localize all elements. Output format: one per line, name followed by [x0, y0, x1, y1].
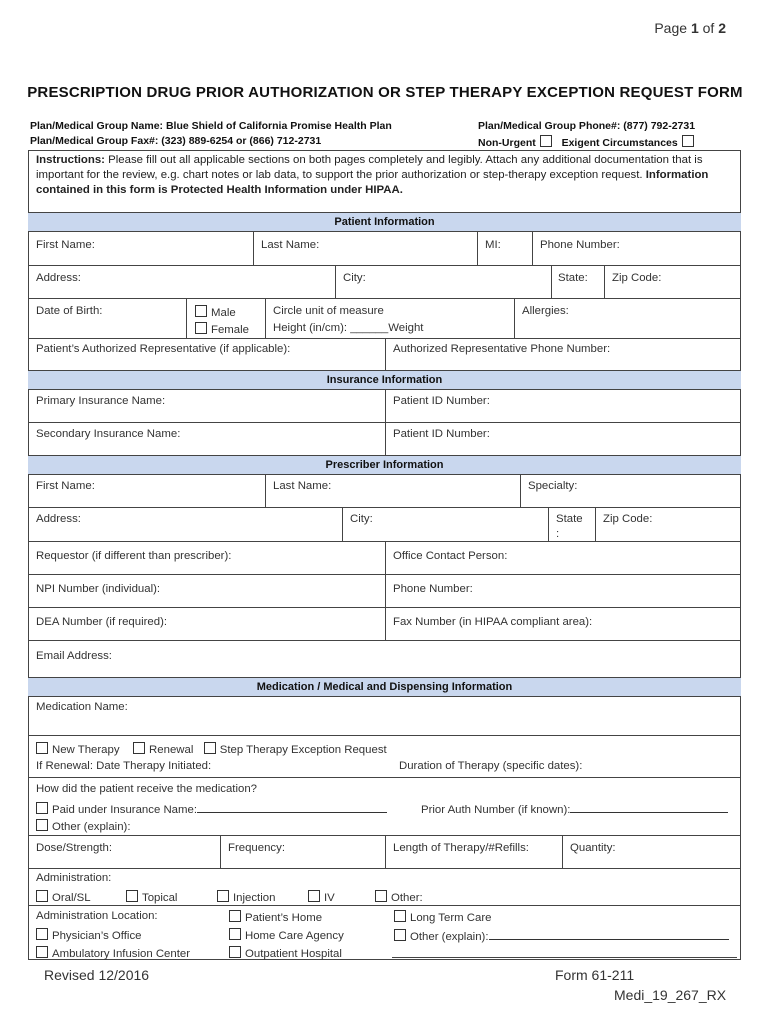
- divider: [595, 507, 596, 541]
- iv-checkbox[interactable]: [308, 890, 320, 902]
- divider: [28, 735, 741, 736]
- prescriber-state-field[interactable]: State: [556, 513, 583, 525]
- page-number: Page 1 of 2: [654, 20, 726, 36]
- date-therapy-initiated-field[interactable]: If Renewal: Date Therapy Initiated:: [36, 760, 212, 772]
- divider: [28, 868, 741, 869]
- divider: [532, 232, 533, 265]
- height-weight-field[interactable]: Height (in/cm): ______Weight: [273, 322, 424, 334]
- oral-checkbox[interactable]: [36, 890, 48, 902]
- paid-under-insurance-option[interactable]: Paid under Insurance Name:: [32, 801, 387, 816]
- prior-auth-line[interactable]: [570, 801, 728, 813]
- authorized-rep-field[interactable]: Patient’s Authorized Representative (if applicable):: [36, 343, 291, 355]
- form-number: Form 61-211: [555, 967, 635, 983]
- blank-line: [392, 957, 737, 958]
- prescriber-last-name-field[interactable]: Last Name:: [273, 480, 332, 492]
- secondary-insurance-field[interactable]: Secondary Insurance Name:: [36, 428, 181, 440]
- divider: [385, 541, 386, 640]
- physicians-office-option[interactable]: Physician’s Office: [32, 928, 141, 942]
- office-contact-field[interactable]: Office Contact Person:: [393, 550, 508, 562]
- primary-insurance-field[interactable]: Primary Insurance Name:: [36, 395, 166, 407]
- home-care-agency-checkbox[interactable]: [229, 928, 241, 940]
- other-admin-checkbox[interactable]: [375, 890, 387, 902]
- npi-number-field[interactable]: NPI Number (individual):: [36, 583, 161, 595]
- patient-mi-field[interactable]: MI:: [485, 239, 501, 251]
- divider: [335, 265, 336, 298]
- patients-home-option[interactable]: Patient’s Home: [225, 910, 322, 924]
- divider: [477, 232, 478, 265]
- revised-date: Revised 12/2016: [44, 967, 150, 983]
- dose-strength-field[interactable]: Dose/Strength:: [36, 842, 112, 854]
- length-of-therapy-field[interactable]: Length of Therapy/#Refills:: [393, 842, 529, 854]
- administration-label: Administration:: [36, 872, 112, 884]
- male-option[interactable]: Male: [191, 305, 236, 319]
- unit-of-measure-label: Circle unit of measure: [273, 305, 384, 317]
- divider: [28, 298, 741, 299]
- female-checkbox[interactable]: [195, 322, 207, 334]
- allergies-field[interactable]: Allergies:: [522, 305, 569, 317]
- prescriber-zip-field[interactable]: Zip Code:: [603, 513, 653, 525]
- therapy-type-options: New Therapy Renewal Step Therapy Exception Request: [32, 742, 387, 756]
- form-title: PRESCRIPTION DRUG PRIOR AUTHORIZATION OR STEP THERAPY EXCEPTION REQUEST FORM: [27, 84, 743, 101]
- divider: [520, 475, 521, 507]
- long-term-care-checkbox[interactable]: [394, 910, 406, 922]
- prescriber-phone-field[interactable]: Phone Number:: [393, 583, 473, 595]
- divider: [385, 835, 386, 868]
- long-term-care-option[interactable]: Long Term Care: [390, 910, 491, 924]
- patient-state-field[interactable]: State:: [558, 272, 588, 284]
- dea-number-field[interactable]: DEA Number (if required):: [36, 616, 168, 628]
- exigent-checkbox[interactable]: [682, 135, 694, 147]
- authorized-rep-phone-field[interactable]: Authorized Representative Phone Number:: [393, 343, 611, 355]
- patient-dob-field[interactable]: Date of Birth:: [36, 305, 103, 317]
- patient-last-name-field[interactable]: Last Name:: [261, 239, 320, 251]
- iv-option[interactable]: IV: [304, 890, 335, 904]
- ambulatory-infusion-option[interactable]: Ambulatory Infusion Center: [32, 946, 190, 960]
- divider: [548, 507, 549, 541]
- divider: [253, 232, 254, 265]
- paid-under-insurance-checkbox[interactable]: [36, 802, 48, 814]
- prescriber-first-name-field[interactable]: First Name:: [36, 480, 95, 492]
- section-patient-information: Patient Information: [28, 212, 741, 232]
- section-prescriber-information: Prescriber Information: [28, 455, 741, 475]
- admin-location-label: Administration Location:: [36, 910, 158, 922]
- quantity-field[interactable]: Quantity:: [570, 842, 616, 854]
- section-medication-information: Medication / Medical and Dispensing Information: [28, 677, 741, 697]
- divider: [28, 507, 741, 508]
- topical-option[interactable]: Topical: [122, 890, 177, 904]
- other-admin-option[interactable]: Other:: [371, 890, 423, 904]
- plan-fax: Plan/Medical Group Fax#: (323) 889-6254 or (866) 712-2731: [30, 135, 322, 147]
- non-urgent-checkbox[interactable]: [540, 135, 552, 147]
- step-therapy-checkbox[interactable]: [204, 742, 216, 754]
- female-option[interactable]: Female: [191, 322, 249, 336]
- plan-phone: Plan/Medical Group Phone#: (877) 792-2731: [478, 120, 696, 132]
- prescriber-city-field[interactable]: City:: [350, 513, 373, 525]
- patients-home-checkbox[interactable]: [229, 910, 241, 922]
- urgency-options: Non-Urgent Exigent Circumstances: [478, 135, 698, 149]
- email-field[interactable]: Email Address:: [36, 650, 112, 662]
- secondary-patient-id-field[interactable]: Patient ID Number:: [393, 428, 490, 440]
- patient-address-field[interactable]: Address:: [36, 272, 81, 284]
- divider: [265, 475, 266, 507]
- male-checkbox[interactable]: [195, 305, 207, 317]
- divider: [385, 338, 386, 370]
- topical-checkbox[interactable]: [126, 890, 138, 902]
- patient-first-name-field[interactable]: First Name:: [36, 239, 95, 251]
- instructions: Instructions: Please fill out all applicable sections on both pages completely and legibly. Attach any additional documentation that is important for the review, e.g. chart notes or lab data, to support the prior authorization or step-therapy exception request. Information contained in this form is Protected Health Information under HIPAA.: [36, 154, 709, 196]
- divider: [28, 640, 741, 641]
- section-insurance-information: Insurance Information: [28, 370, 741, 390]
- divider: [28, 777, 741, 778]
- patient-phone-field[interactable]: Phone Number:: [540, 239, 620, 251]
- oral-option[interactable]: Oral/SL: [32, 890, 91, 904]
- renewal-checkbox[interactable]: [133, 742, 145, 754]
- other-location-option[interactable]: Other (explain):: [390, 928, 729, 943]
- injection-option[interactable]: Injection: [213, 890, 275, 904]
- prescriber-state-colon: :: [556, 528, 560, 540]
- patient-city-field[interactable]: City:: [343, 272, 366, 284]
- plan-name: Plan/Medical Group Name: Blue Shield of California Promise Health Plan: [30, 120, 392, 132]
- physicians-office-checkbox[interactable]: [36, 928, 48, 940]
- divider: [514, 298, 515, 338]
- divider: [604, 265, 605, 298]
- divider: [385, 390, 386, 455]
- outpatient-hospital-option[interactable]: Outpatient Hospital: [225, 946, 342, 960]
- new-therapy-checkbox[interactable]: [36, 742, 48, 754]
- divider: [186, 298, 187, 338]
- prescriber-specialty-field[interactable]: Specialty:: [528, 480, 578, 492]
- divider: [220, 835, 221, 868]
- how-received-label: How did the patient receive the medication?: [36, 783, 257, 795]
- divider: [551, 265, 552, 298]
- injection-checkbox[interactable]: [217, 890, 229, 902]
- medication-name-field[interactable]: Medication Name:: [36, 701, 128, 713]
- frequency-field[interactable]: Frequency:: [228, 842, 285, 854]
- prescriber-address-field[interactable]: Address:: [36, 513, 81, 525]
- requestor-field[interactable]: Requestor (if different than prescriber):: [36, 550, 232, 562]
- fax-number-field[interactable]: Fax Number (in HIPAA compliant area):: [393, 616, 593, 628]
- patient-zip-field[interactable]: Zip Code:: [612, 272, 662, 284]
- divider: [342, 507, 343, 541]
- form-code: Medi_19_267_RX: [614, 987, 727, 1003]
- divider: [265, 298, 266, 338]
- other-received-checkbox[interactable]: [36, 819, 48, 831]
- outpatient-hospital-checkbox[interactable]: [229, 946, 241, 958]
- insurance-name-line[interactable]: [197, 801, 387, 813]
- other-location-line[interactable]: [489, 928, 729, 940]
- divider: [28, 265, 741, 266]
- other-received-option[interactable]: Other (explain):: [32, 819, 131, 833]
- divider: [28, 905, 741, 906]
- other-location-checkbox[interactable]: [394, 929, 406, 941]
- duration-of-therapy-field[interactable]: Duration of Therapy (specific dates):: [399, 760, 583, 772]
- primary-patient-id-field[interactable]: Patient ID Number:: [393, 395, 490, 407]
- prior-auth-number-field[interactable]: Prior Auth Number (if known):: [421, 801, 728, 816]
- divider: [562, 835, 563, 868]
- home-care-agency-option[interactable]: Home Care Agency: [225, 928, 344, 942]
- ambulatory-infusion-checkbox[interactable]: [36, 946, 48, 958]
